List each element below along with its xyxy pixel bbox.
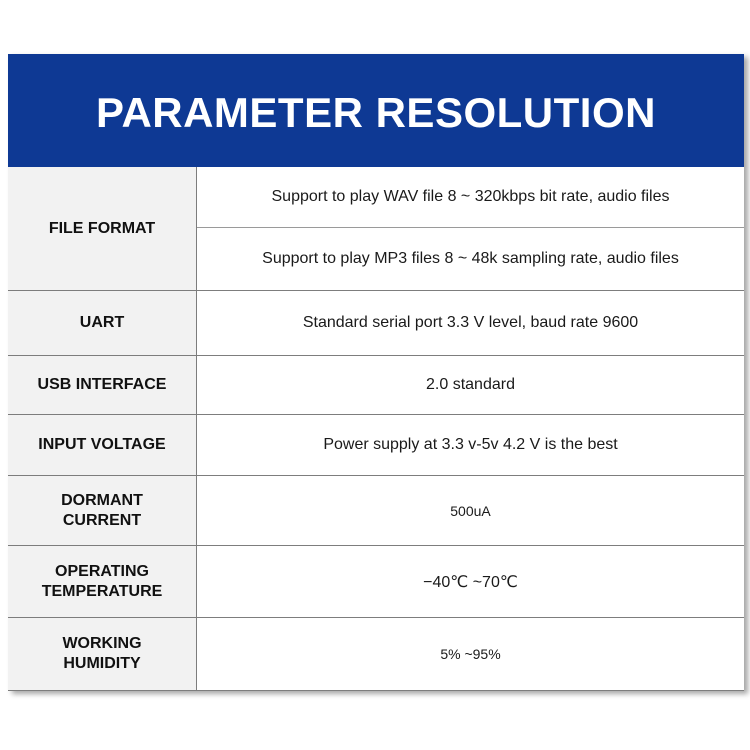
table-row-file-format [8,167,744,291]
table-row-operating-temperature [8,546,744,618]
row-values [197,167,744,290]
row-label: DORMANT CURRENT [8,476,197,545]
row-value: 500uA [450,502,491,519]
table-row-usb-interface [8,356,744,415]
row-label: WORKING HUMIDITY [8,618,197,690]
table-row-uart [8,291,744,356]
table-row-input-voltage [8,415,744,476]
table-row-dormant-current [8,476,744,546]
row-values [197,546,744,617]
row-value: 2.0 standard [426,376,515,393]
row-value: Support to play MP3 files 8 ~ 48k sampling rate, audio files [262,250,679,267]
row-values [197,476,744,545]
table-header [8,54,744,167]
row-values [197,618,744,690]
row-value: −40℃ ~70℃ [423,573,518,591]
row-label: FILE FORMAT [8,167,197,290]
row-value: Support to play WAV file 8 ~ 320kbps bit rate, audio files [271,188,670,205]
row-value: Standard serial port 3.3 V level, baud rate 9600 [302,314,639,331]
parameter-table [8,54,744,691]
row-label: UART [8,291,197,355]
row-value: 5% ~95% [440,646,501,662]
row-values [197,291,744,355]
row-value: Power supply at 3.3 v-5v 4.2 V is the best [323,436,618,453]
table-row-working-humidity [8,618,744,691]
row-values [197,415,744,475]
page-title: PARAMETER RESOLUTION [96,88,656,136]
row-label: USB INTERFACE [8,356,197,414]
row-values [197,356,744,414]
row-label: OPERATING TEMPERATURE [8,546,197,617]
row-label: INPUT VOLTAGE [8,415,197,475]
